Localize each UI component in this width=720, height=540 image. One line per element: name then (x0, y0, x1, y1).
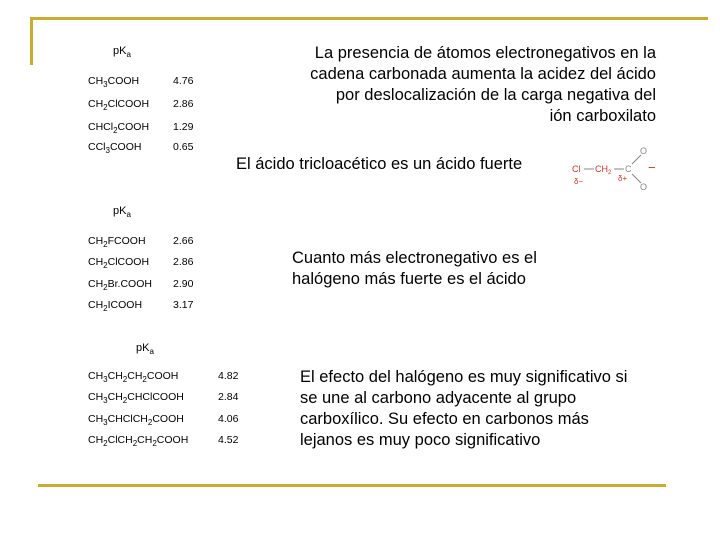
carbon-atom: C (625, 164, 632, 174)
carboxylate-structure-diagram (568, 146, 658, 192)
pka-value: 2.66 (173, 235, 194, 247)
acid-formula: $CH_3COOH$ (88, 75, 140, 90)
acid-formula: $CH_3CHClCH_2COOH$ (88, 413, 184, 428)
acid-formula: $CH_2ClCOOH$ (88, 256, 150, 271)
pka-header-1: $pK_a$ (113, 45, 131, 60)
acid-formula: $CH_3CH_2CH_2COOH$ (88, 370, 179, 385)
pka-value: 1.29 (173, 121, 194, 133)
pka-value: 4.82 (218, 370, 239, 382)
frame-left-border (30, 17, 33, 65)
pka-value: 0.65 (173, 141, 194, 153)
chlorine-atom: Cl (572, 164, 581, 174)
partial-positive-label: δ+ (618, 174, 628, 183)
paragraph-halogen-effect: El efecto del halógeno es muy significativo si se une al carbono adyacente al grupo carboxílico. Su efecto en carbonos más lejanos es muy poco significativo (300, 368, 628, 449)
acid-formula: $CH_2ClCH_2CH_2COOH$ (88, 434, 189, 449)
ch2-group: $CH_2$ (595, 164, 612, 176)
negative-charge: − (648, 160, 656, 175)
pka-value: 4.06 (218, 413, 239, 425)
bond-line (632, 155, 641, 164)
pka-value: 2.90 (173, 278, 194, 290)
oxygen-atom-bottom: O (640, 182, 648, 192)
partial-negative-label: δ− (574, 177, 584, 186)
paragraph-halogen-electronegativity: Cuanto más electronegativo es el halógeno más fuerte es el ácido (292, 249, 537, 288)
conclusion-strong-acid: El ácido tricloacético es un ácido fuerte (236, 155, 523, 173)
pka-value: 4.52 (218, 434, 239, 446)
acid-formula: $CH_3CH_2CHClCOOH$ (88, 391, 184, 406)
acid-formula: $CH_2ClCOOH$ (88, 98, 150, 113)
acid-formula: CCl$_3$COOH (88, 141, 142, 156)
pka-value: 2.86 (173, 256, 194, 268)
pka-header-3: $pK_a$ (136, 342, 154, 357)
acid-formula: $CH_2ICOOH$ (88, 299, 143, 314)
pka-header-2: $pK_a$ (113, 205, 131, 220)
oxygen-atom-top: O (640, 146, 648, 156)
frame-bottom-border (38, 484, 666, 487)
pka-value: 2.84 (218, 391, 239, 403)
frame-top-border (30, 17, 708, 20)
pka-value: 3.17 (173, 299, 194, 311)
pka-value: 4.76 (173, 75, 194, 87)
acid-formula: $CH_2FCOOH$ (88, 235, 146, 250)
acid-formula: CHCl$_2$COOH (88, 121, 150, 136)
paragraph-electronegative-atoms: La presencia de átomos electronegativos en la cadena carbonada aumenta la acidez del ácido por deslocalización de la carga negativa del ión carboxilato (310, 44, 656, 125)
pka-value: 2.86 (173, 98, 194, 110)
acid-formula: $CH_2Br.COOH$ (88, 278, 152, 293)
